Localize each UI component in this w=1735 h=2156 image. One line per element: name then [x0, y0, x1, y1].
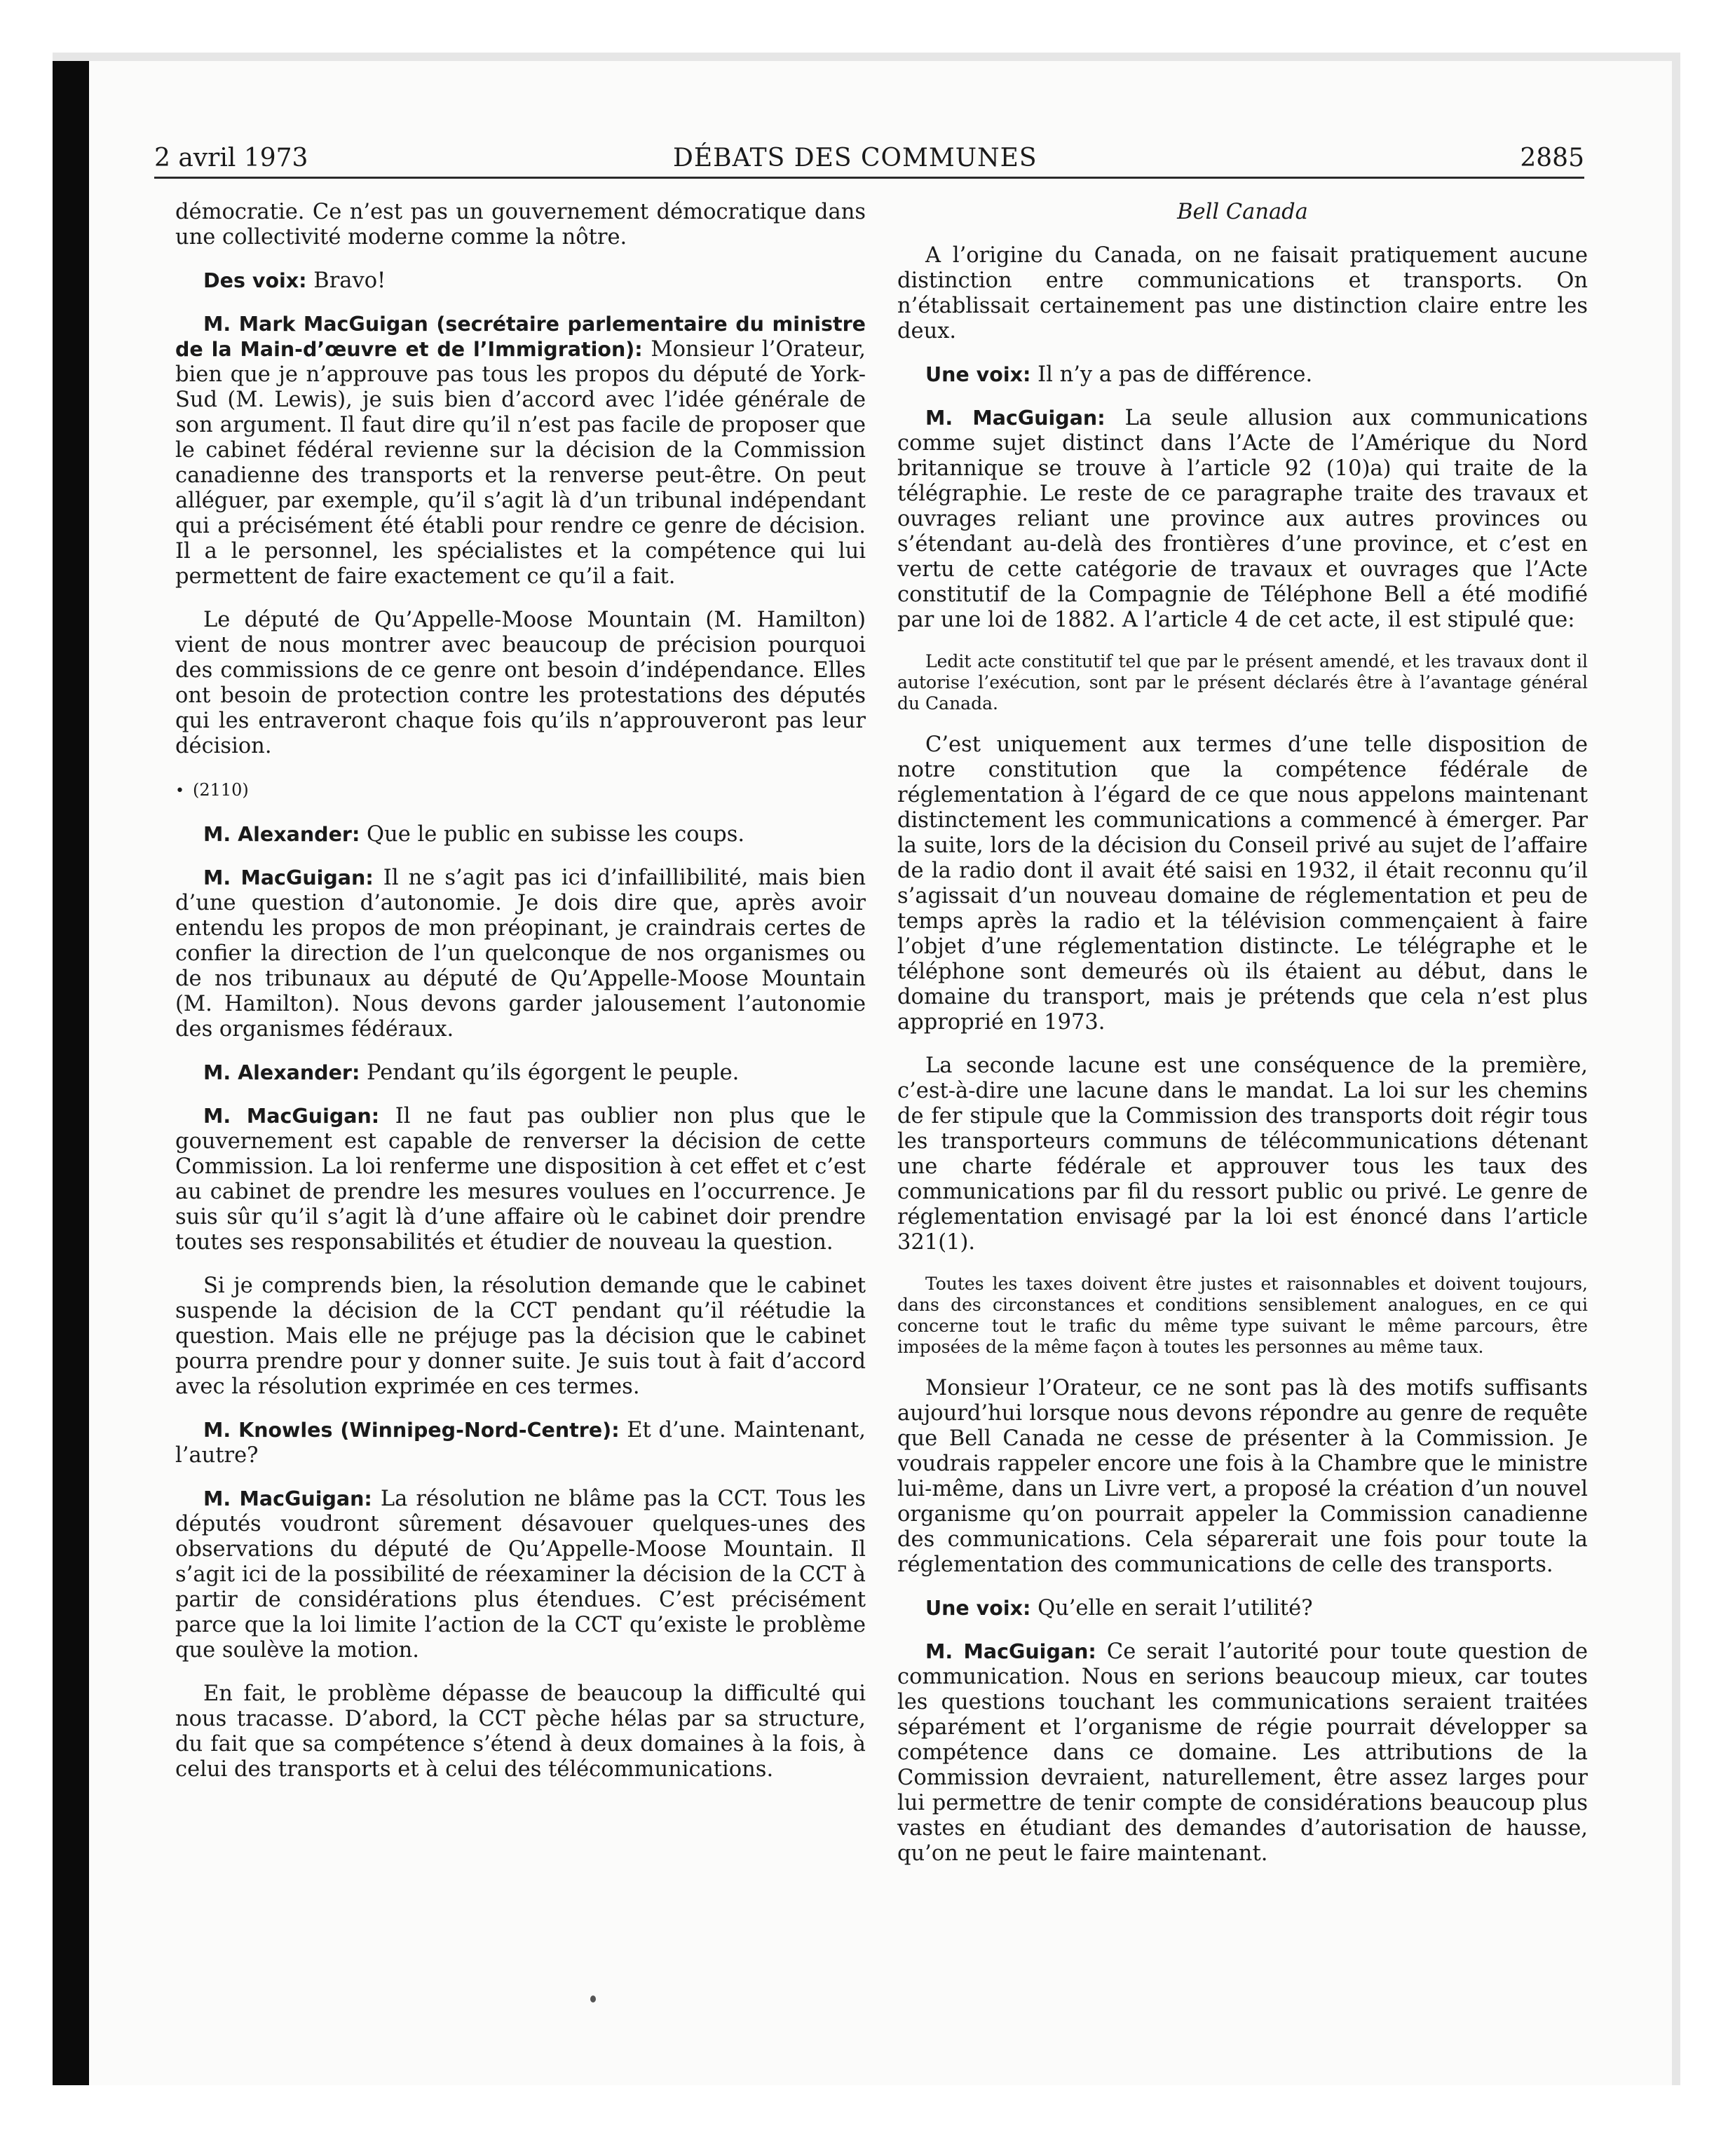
paragraph: En fait, le problème dépasse de beaucoup la difficulté qui nous tracasse. D’abord, la CCT pèche hélas par sa structure, du fait que sa compétence s’étend à deux domaines à la fois, à celui des transports et à celui des télécommunications.: [175, 1681, 866, 1782]
header-rule: [154, 177, 1584, 179]
paragraph: Si je comprends bien, la résolution demande que le cabinet suspende la décision de la CCT pendant qu’il réétudie la question. Mais elle ne préjuge pas la décision que le cabinet pourra prendre pour y donner suite. Je suis tout à fait d’accord avec la résolution exprimée en ces termes.: [175, 1274, 866, 1399]
speaker-name: Une voix:: [925, 1597, 1031, 1620]
speech: [897, 406, 1588, 633]
speech-text: La seule allusion aux communications comme sujet distinct dans l’Acte de l’Amérique du Nord britannique se trouve à l’article 92 (10)a) qui traite de la télégraphie. Le reste de ce paragraphe traite des travaux et ouvrages reliant une province aux autres provinces ou s’étendant au-delà des frontières d’une province, et c’est en vertu de cette catégorie de travaux et ouvrages que l’Acte constitutif de la Compagnie de Téléphone Bell a été modifié par une loi de 1882. A l’article 4 de cet acte, il est stipulé que:: [897, 406, 1588, 632]
time-marker: [175, 777, 866, 804]
speech-text: Bravo!: [306, 268, 386, 293]
speech: [175, 312, 866, 589]
paragraph: Le député de Qu’Appelle-Moose Mountain (M. Hamilton) vient de nous montrer avec beaucoup de précision pourquoi des commissions de ce genre ont besoin d’indépendance. Elles ont besoin de protection contre les protestations des députés qui les entraveront chaque fois qu’ils n’approuveront pas leur décision.: [175, 608, 866, 758]
scan-border-top: [53, 53, 1672, 61]
speech: [175, 1060, 866, 1086]
speaker-name: M. Knowles (Winnipeg-Nord-Centre):: [203, 1419, 620, 1442]
scan-border-left: [53, 53, 89, 2085]
paragraph: A l’origine du Canada, on ne faisait pratiquement aucune distinction entre communications et transports. On n’établissait certainement pas une distinction claire entre les deux.: [897, 243, 1588, 343]
paragraph: C’est uniquement aux termes d’une telle disposition de notre constitution que la compétence fédérale de réglementation à l’égard de ce que nous appelons maintenant distinctement les communications a commencé à émerger. Par la suite, lors de la décision du Conseil privé au sujet de l’affaire de la radio dont il avait été saisi en 1932, il était reconnu qu’il s’agissait d’un nouveau domaine de réglementation et peu de temps après la radio et la télévision commençaient à faire l’objet d’une réglementation distincte. Le télégraphe et le téléphone sont demeurés où ils étaient au début, dans le domaine du transport, mais je prétends que cela n’est plus approprié en 1973.: [897, 732, 1588, 1035]
speech: [897, 362, 1588, 388]
speaker-name: M. MacGuigan:: [203, 866, 374, 889]
speaker-name: M. Mark MacGuigan (secrétaire parlementaire du ministre de la Main-d’œuvre et de l’Immigration):: [175, 313, 866, 361]
speech: [175, 866, 866, 1042]
speech: [175, 1418, 866, 1468]
speech: [175, 822, 866, 847]
speaker-name: M. Alexander:: [203, 1061, 360, 1084]
speech: [897, 1596, 1588, 1621]
speech: [175, 268, 866, 294]
speaker-name: M. MacGuigan:: [925, 1640, 1096, 1663]
speaker-name: M. MacGuigan:: [203, 1487, 372, 1510]
speech-text: Que le public en subisse les coups.: [360, 822, 745, 847]
time-marker-text: (2110): [192, 780, 249, 800]
right-column: [897, 200, 1588, 1885]
speech-text: Il n’y a pas de différence.: [1030, 362, 1313, 387]
speech-text: Pendant qu’ils égorgent le peuple.: [360, 1060, 740, 1085]
speaker-name: M. MacGuigan:: [925, 407, 1105, 430]
scan-border-right: [1672, 53, 1680, 2085]
bullet-icon: •: [175, 782, 184, 800]
speaker-name: Des voix:: [203, 269, 307, 292]
paragraph: démocratie. Ce n’est pas un gouvernement démocratique dans une collectivité moderne comme la nôtre.: [175, 200, 866, 250]
speech-text: Qu’elle en serait l’utilité?: [1030, 1596, 1313, 1621]
speech: [175, 1487, 866, 1663]
page-header: [154, 143, 1584, 177]
header-date: 2 avril 1973: [154, 144, 308, 172]
left-column: [175, 200, 866, 1801]
speech-text: La résolution ne blâme pas la CCT. Tous les députés voudront sûrement désavouer quelques-unes des observations du député de Qu’Appelle-Moose Mountain. Il s’agit ici de la possibilité de réexaminer la décision de la CCT à partir de considérations plus étendues. C’est précisément parce que la loi limite l’action de la CCT qu’existe le problème que soulève la motion.: [175, 1487, 866, 1663]
header-page-number: 2885: [1520, 144, 1584, 172]
speech-text: Monsieur l’Orateur, bien que je n’approuve pas tous les propos du député de York-Sud (M. Lewis), je suis bien d’accord avec l’idée générale de son argument. Il faut dire qu’il n’est pas facile de proposer que le cabinet fédéral revienne sur la décision de la Commission canadienne des transports et la renverse peut-être. On peut alléguer, par exemple, qu’il s’agit là d’un tribunal indépendant qui a précisément été établi pour rendre ce genre de décision. Il a le personnel, les spécialistes et la compétence qui lui permettent de faire exactement ce qu’il a fait.: [175, 337, 866, 589]
speaker-name: Une voix:: [925, 363, 1031, 386]
speech-text: Et d’une. Maintenant, l’autre?: [175, 1418, 866, 1468]
paragraph: Monsieur l’Orateur, ce ne sont pas là des motifs suffisants aujourd’hui lorsque nous devons répondre au genre de requête que Bell Canada ne cesse de présenter à la Commission. Je voudrais rappeler encore une fois à la Chambre que le ministre lui-même, dans un Livre vert, a proposé la création d’un nouvel organisme qu’on pourrait appeler la Commission canadienne des communications. Cela séparerait une fois pour toute la réglementation des communications de celle des transports.: [897, 1376, 1588, 1577]
scan-speck: [590, 1995, 596, 2003]
speech-text: Il ne faut pas oublier non plus que le gouvernement est capable de renverser la décision de cette Commission. La loi renferme une disposition à cet effet et c’est au cabinet de prendre les mesures voulues en l’occurrence. Je suis sûr qu’il s’agit là d’une affaire où le cabinet doir prendre toutes ses responsabilités et étudier de nouveau la question.: [175, 1104, 866, 1255]
speaker-name: M. Alexander:: [203, 823, 360, 846]
speech-text: Il ne s’agit pas ici d’infaillibilité, mais bien d’une question d’autonomie. Je dois dire que, après avoir entendu les propos de mon préopinant, je craindrais certes de confier la direction de l’un quelconque de nos organismes ou de nos tribunaux au député de Qu’Appelle-Moose Mountain (M. Hamilton). Nous devons garder jalousement l’autonomie des organismes fédéraux.: [175, 866, 866, 1042]
speech-text: Ce serait l’autorité pour toute question de communication. Nous en serions beaucoup mieux, car toutes les questions touchant les communications seraient traitées séparément et l’organisme de régie pourrait développer sa compétence dans ce domaine. Les attributions de la Commission devraient, naturellement, être assez larges pour lui permettre de tenir compte de considérations beaucoup plus vastes en étudiant des demandes d’autorisation de hausse, qu’on ne peut le faire maintenant.: [897, 1639, 1588, 1866]
speaker-name: M. MacGuigan:: [203, 1105, 380, 1128]
paragraph: La seconde lacune est une conséquence de la première, c’est-à-dire une lacune dans le mandat. La loi sur les chemins de fer stipule que la Commission des transports doit régir tous les transporteurs communs de télécommunications détenant une charte fédérale et approuver tous les taux des communications par fil du ressort public ou privé. Le genre de réglementation envisagé par la loi est énoncé dans l’article 321(1).: [897, 1053, 1588, 1255]
block-quote: Ledit acte constitutif tel que par le présent amendé, et les travaux dont il autorise l’exécution, sont par le présent déclarés être à l’avantage général du Canada.: [897, 651, 1588, 714]
section-heading: Bell Canada: [1177, 200, 1308, 224]
header-title: DÉBATS DES COMMUNES: [673, 144, 1037, 172]
speech: [175, 1104, 866, 1255]
speech: [897, 1639, 1588, 1867]
block-quote: Toutes les taxes doivent être justes et raisonnables et doivent toujours, dans des circonstances et conditions sensiblement analogues, en ce qui concerne tout le trafic du même type suivant le même parcours, être imposées de la même façon à toutes les personnes au même taux.: [897, 1274, 1588, 1357]
